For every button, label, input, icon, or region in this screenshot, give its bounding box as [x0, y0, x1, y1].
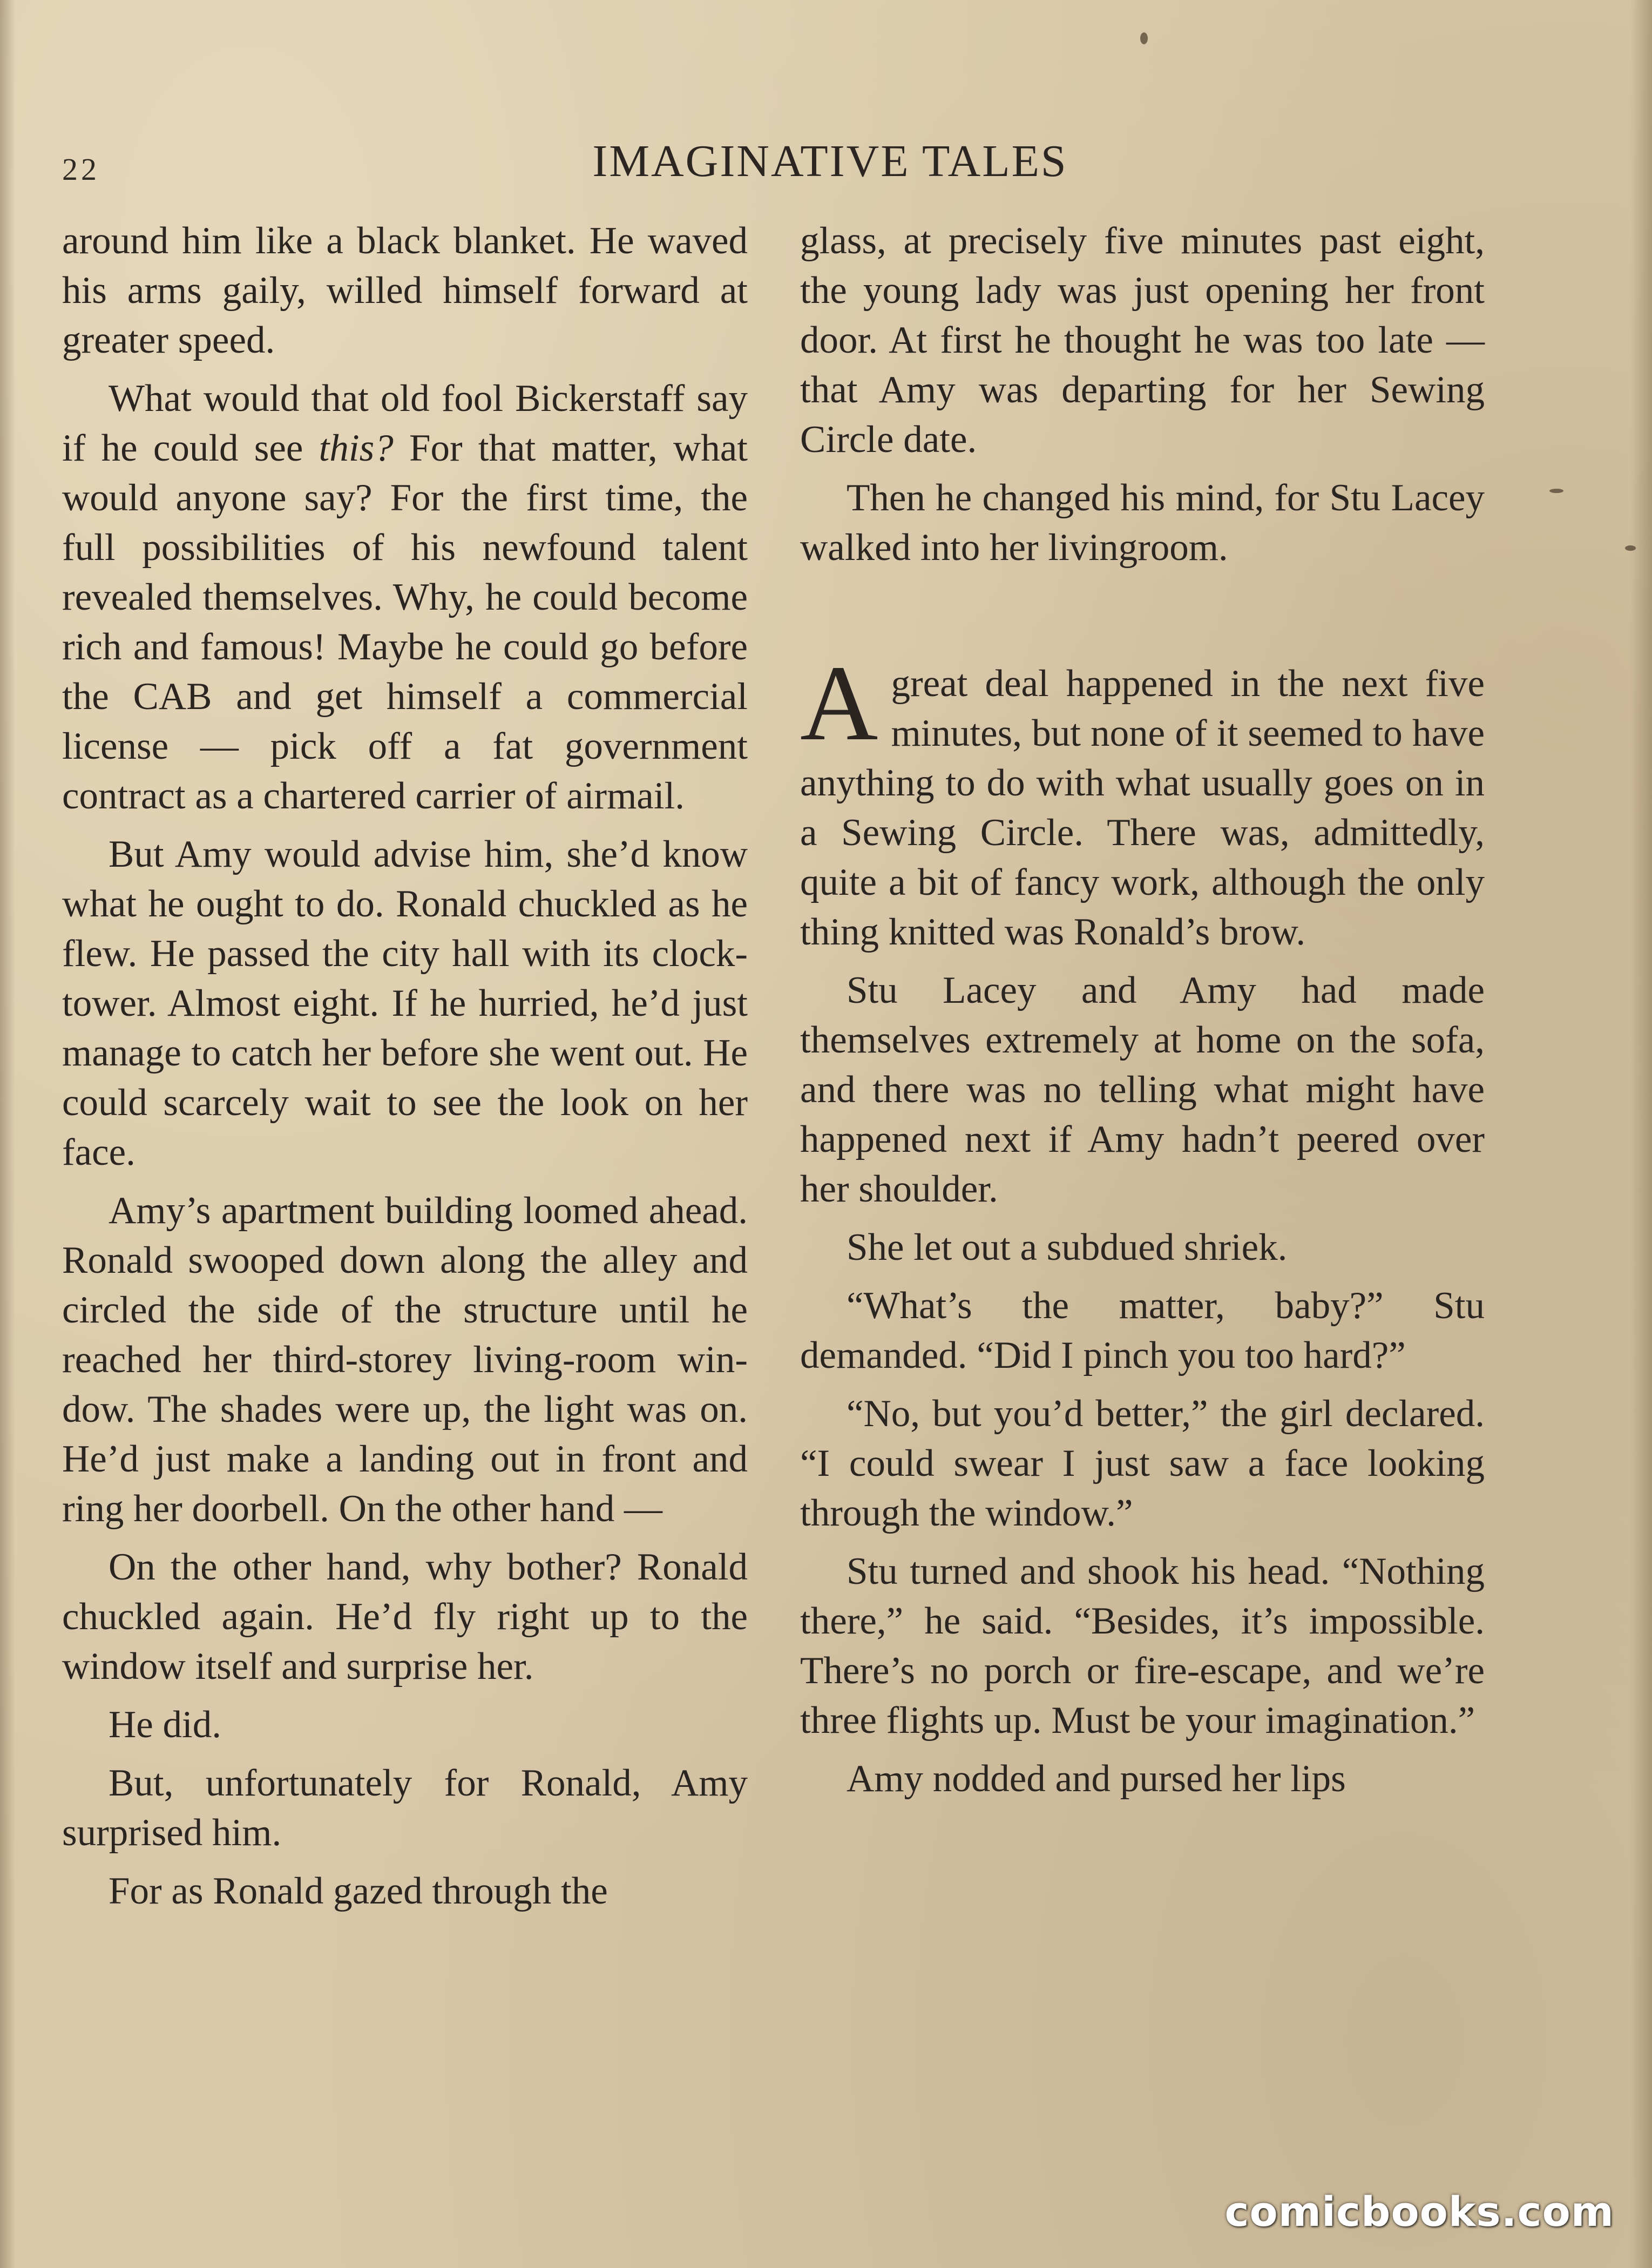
- paragraph: But, unfortunately for Ronald, Amy surprised him.: [62, 1762, 748, 1854]
- paragraph: Then he changed his mind, for Stu Lacey walked into her livingroom.: [800, 477, 1485, 569]
- paragraph-text: For that matter, what would anyone say? For the first time, the full possibilities of his newfound talent revealed themselves. Why, he could become rich and famous! Maybe he could go before the CAB and get himself a commercial license — pick off a fat government contract as a chartered carrier of airmail.: [62, 427, 748, 817]
- paragraph: On the other hand, why bother? Ronald chuckled again. He’d fly right up to the window itself and surprise her.: [62, 1546, 748, 1688]
- section-opening-paragraph: [800, 644, 1485, 957]
- paragraph: Stu turned and shook his head. “Nothing there,” he said. “Besides, it’s impossible. There’s no porch or fire-escape, and we’re three flights up. Must be your imagination.”: [800, 1550, 1485, 1742]
- running-head-title: IMAGINATIVE TALES: [592, 136, 1068, 186]
- paragraph: Amy nodded and pursed her lips: [847, 1758, 1346, 1800]
- paragraph: Amy’s apartment building loomed ahead. Ronald swooped down along the alley and circled the side of the structure until he reached her third-storey living-room window. The shades were up, the light was on. He’d just make a landing out in front and ring her doorbell. On the other hand —: [62, 1190, 748, 1530]
- paragraph: He did.: [109, 1704, 222, 1746]
- ink-speck: [1140, 32, 1148, 44]
- page-header: [62, 135, 1598, 189]
- paragraph: But Amy would advise him, she’d know what he ought to do. Ronald chuckled as he flew. He passed the city hall with its clock-tower. Almost eight. If he hurried, he’d just manage to catch her before she went out. He could scarcely wait to see the look on her face.: [62, 833, 748, 1173]
- paragraph: “What’s the matter, baby?” Stu demanded. “Did I pinch you too hard?”: [800, 1285, 1485, 1376]
- paragraph: [62, 374, 748, 821]
- watermark-logo: comicbooks.com: [1224, 2188, 1614, 2236]
- paragraph: Stu Lacey and Amy had made themselves extremely at home on the sofa, and there was no telling what might have happened next if Amy hadn’t peered over her shoulder.: [800, 969, 1485, 1210]
- ink-speck: [1549, 489, 1563, 493]
- paragraph: “No, but you’d better,” the girl declared. “I could swear I just saw a face looking through the window.”: [800, 1393, 1485, 1534]
- italic-emphasis: this?: [319, 427, 394, 469]
- text-column-right: [800, 216, 1485, 1812]
- paragraph: glass, at precisely five minutes past eight, the young lady was just opening her front door. At first he thought he was too late — that Amy was departing for her Sewing Circle date.: [800, 220, 1485, 461]
- paragraph-text: great deal happened in the next five minutes, but none of it seemed to have anything to do with what usually goes on in a Sewing Circle. There was, admittedly, quite a bit of fancy work, although the only thing knitted was Ronald’s brow.: [800, 663, 1485, 953]
- paragraph-text: What would that old fool Bickerstaff say if he could see: [62, 377, 748, 469]
- page-edge-shadow-right: [1630, 0, 1652, 2268]
- ink-speck: [1625, 545, 1636, 551]
- page-number: 22: [62, 152, 100, 187]
- paragraph: She let out a subdued shriek.: [847, 1226, 1288, 1268]
- text-column-left: [62, 216, 748, 1925]
- drop-cap-letter: A: [800, 644, 878, 763]
- page-edge-shadow-left: [0, 0, 15, 2268]
- paragraph: For as Ronald gazed through the: [109, 1870, 608, 1912]
- paragraph: around him like a black blanket. He waved his arms gaily, willed himself forward at greater speed.: [62, 220, 748, 361]
